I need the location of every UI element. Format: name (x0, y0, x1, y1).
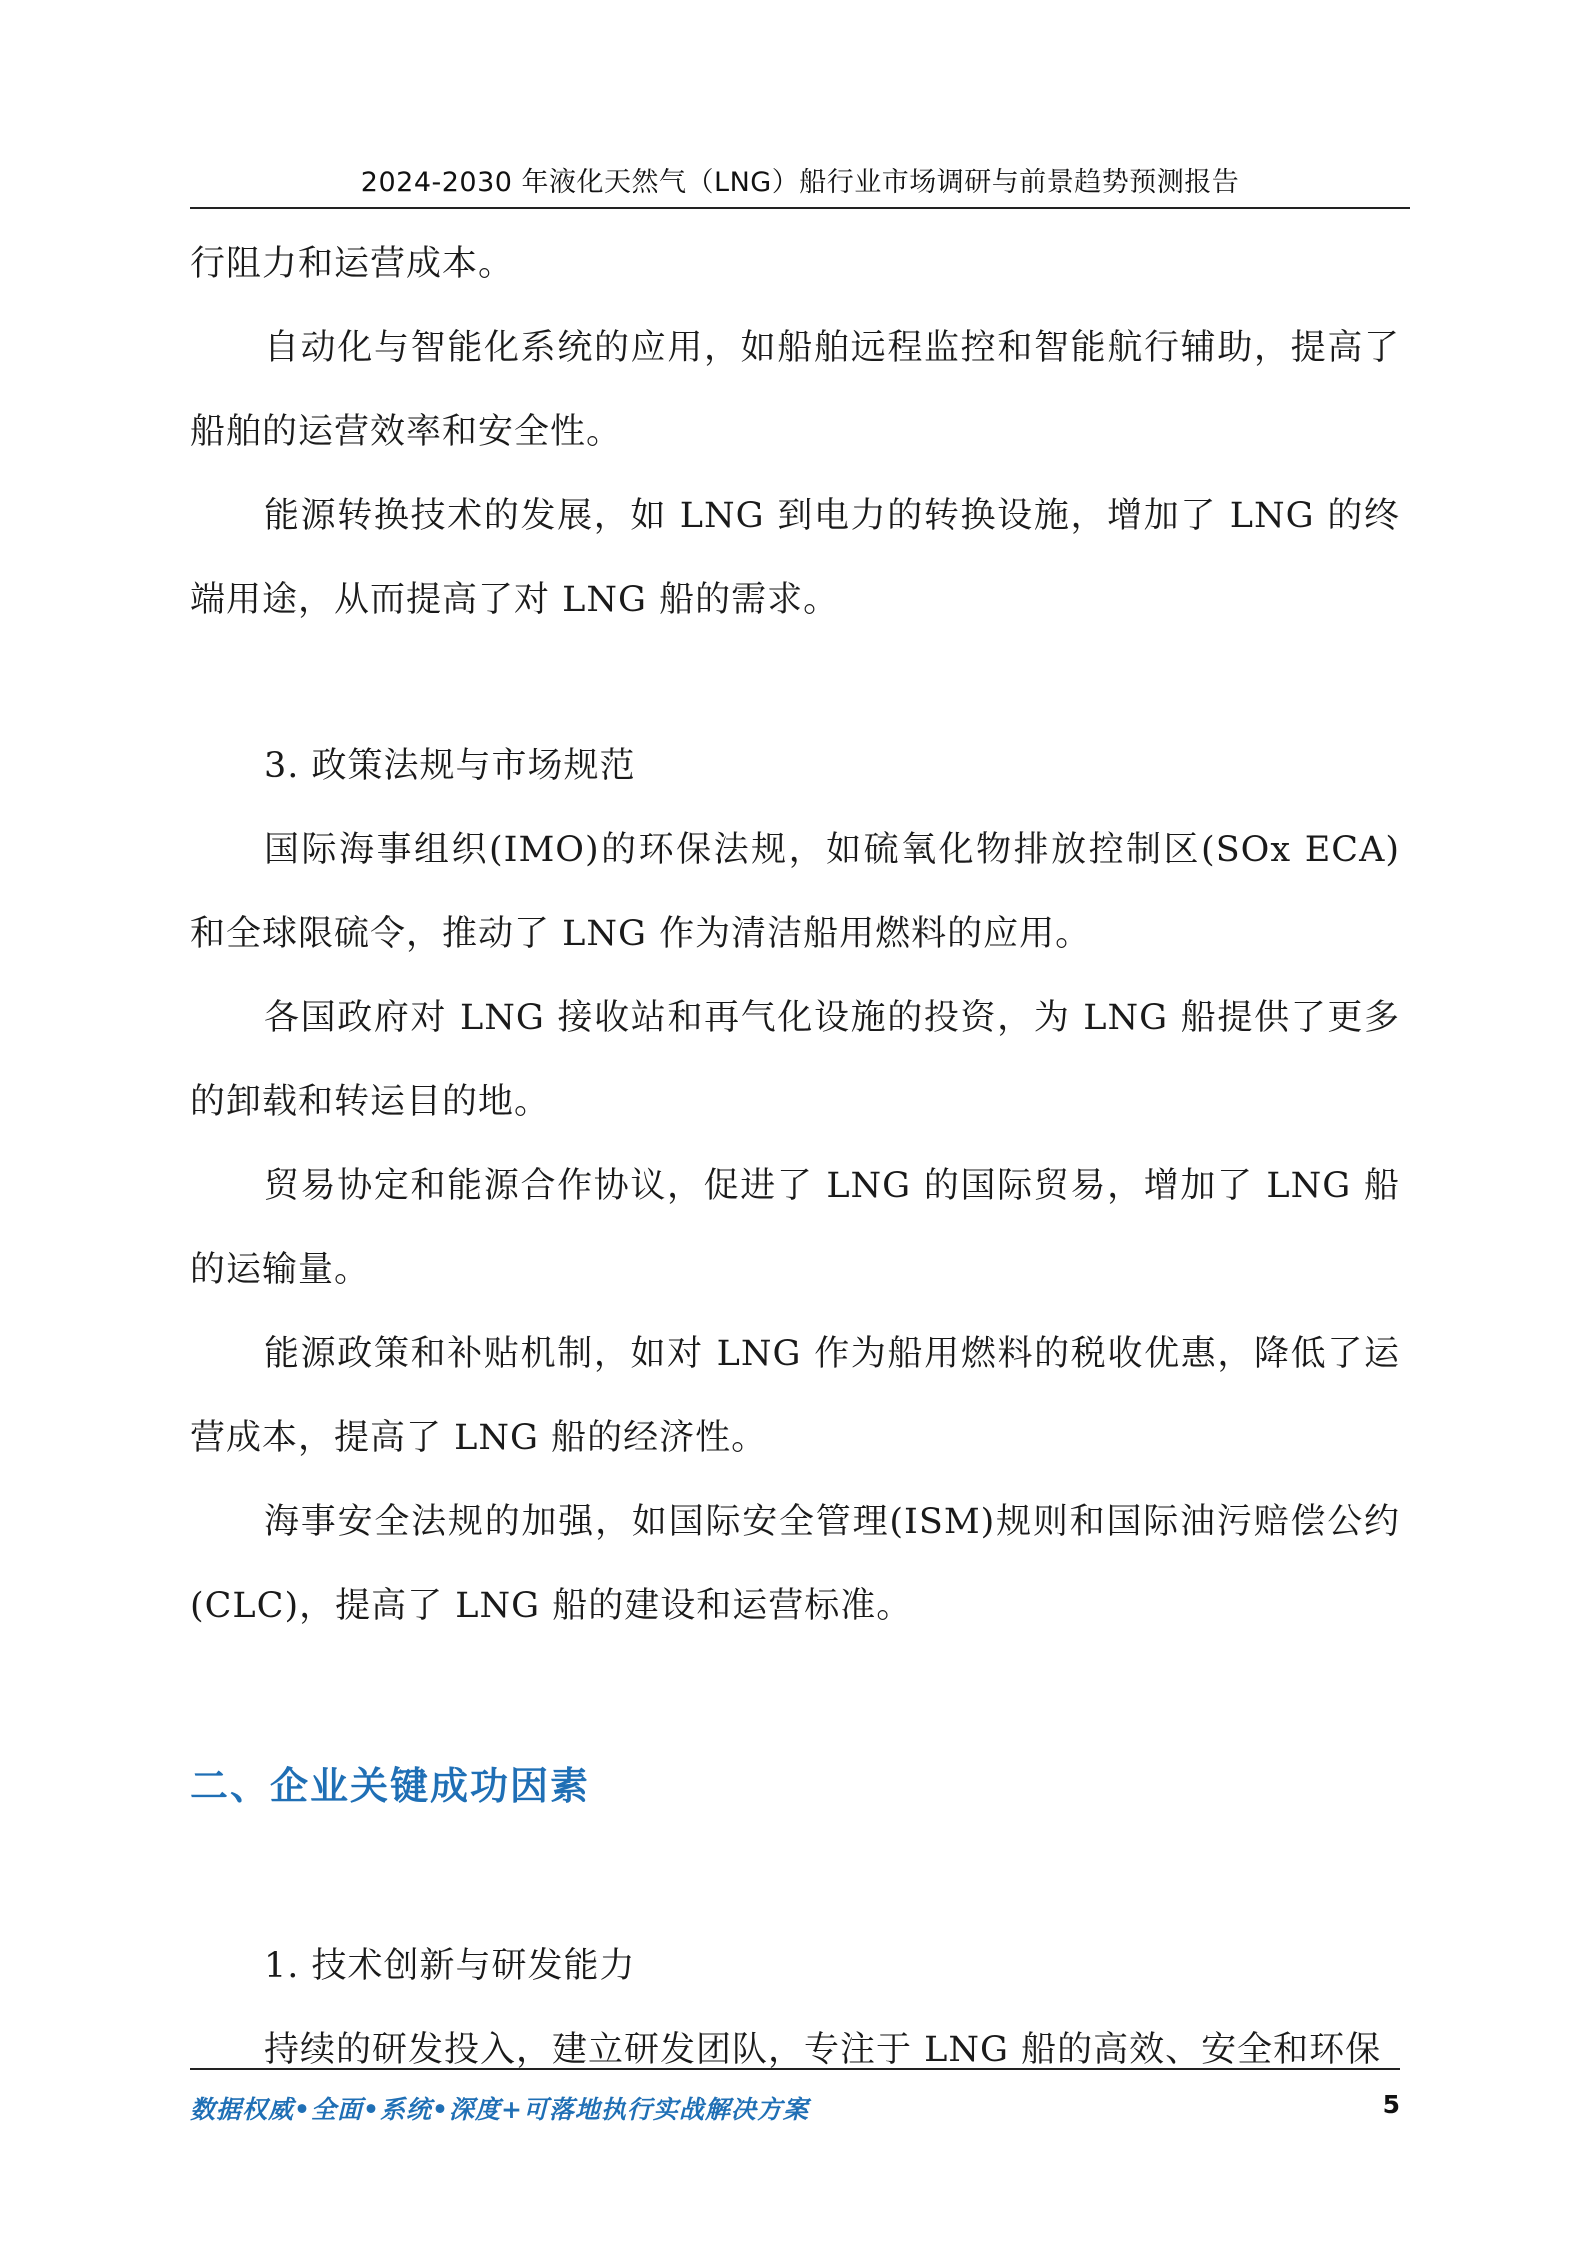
header-divider (190, 207, 1410, 209)
paragraph-rnd: 持续的研发投入，建立研发团队，专注于 LNG 船的高效、安全和环保 (264, 2030, 1382, 2070)
page-header-title: 2024-2030 年液化天然气（LNG）船行业市场调研与前景趋势预测报告 (360, 167, 1240, 198)
paragraph-subsidy: 能源政策和补贴机制，如对 LNG 作为船用燃料的税收优惠，降低了运营成本，提高了 LNG 船的经济性。 (190, 1334, 1400, 1458)
spacer (190, 1828, 1400, 1924)
document-body (190, 222, 1400, 2092)
paragraph-governments: 各国政府对 LNG 接收站和再气化设施的投资，为 LNG 船提供了更多的卸载和转运目的地。 (190, 998, 1400, 1122)
paragraph-continuation: 行阻力和运营成本。 (190, 244, 515, 284)
paragraph-energy-conversion: 能源转换技术的发展，如 LNG 到电力的转换设施，增加了 LNG 的终端用途，从而提高了对 LNG 船的需求。 (190, 496, 1400, 620)
spacer (190, 642, 1400, 724)
page-number: 5 (1382, 2090, 1400, 2119)
footer-divider (190, 2068, 1400, 2070)
paragraph-safety: 海事安全法规的加强，如国际安全管理(ISM)规则和国际油污赔偿公约(CLC)，提高了 LNG 船的建设和运营标准。 (190, 1502, 1400, 1626)
paragraph-trade: 贸易协定和能源合作协议，促进了 LNG 的国际贸易，增加了 LNG 船的运输量。 (190, 1166, 1400, 1290)
paragraph-imo: 国际海事组织(IMO)的环保法规，如硫氧化物排放控制区(SOx ECA)和全球限硫令，推动了 LNG 作为清洁船用燃料的应用。 (190, 830, 1400, 954)
subsection-heading-innovation: 1. 技术创新与研发能力 (264, 1946, 636, 1986)
spacer (190, 1648, 1400, 1744)
paragraph-automation: 自动化与智能化系统的应用，如船舶远程监控和智能航行辅助，提高了船舶的运营效率和安全性。 (190, 328, 1400, 452)
footer-slogan: 数据权威•全面•系统•深度+可落地执行实战解决方案 (190, 2095, 809, 2124)
section-heading-key-success-factors: 二、企业关键成功因素 (190, 1764, 591, 1808)
subsection-heading-policy: 3. 政策法规与市场规范 (264, 746, 636, 786)
